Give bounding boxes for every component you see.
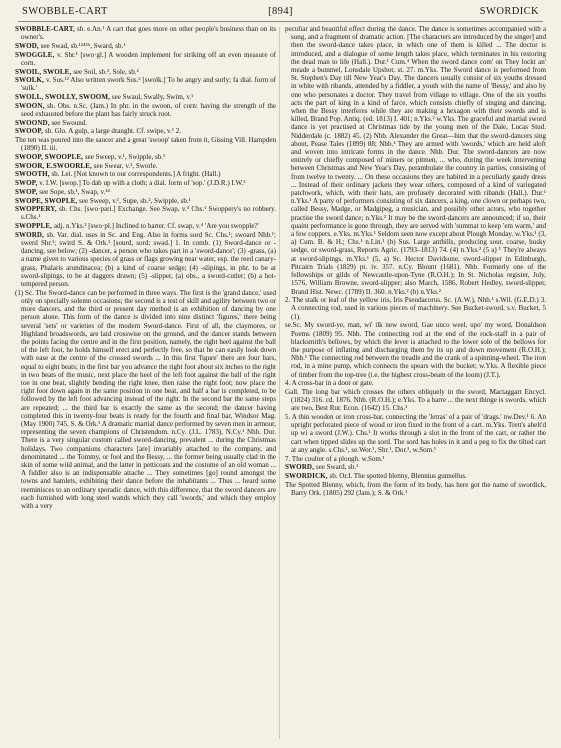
entry-definition: (1) Sc. The Sword-dance can be performed in three ways. The first is the 'grand dance,' used only on specially solemn occasions; the second is a test of skill and agility between two or more dancers, and the third or present day method is an exhibition of dancing by one person alone. This form of the dance is divided into nine distinct 'figures,' there being several 'sets' or varieties of the modern Sword-dance. First of all, the claymores, or Highland broadswords, are laid crosswise on the ground, and the dancer stands between the points facing the centre and in the first position, namely, the right heel against the ball of the left foot, he holds himself erect and perfectly free, so that he can easily look down with ease at the centre of the crossed swords ... In this first 'figure' there are four bars, equal to eight beats; in the first bar you advance the right foot about six inches to the right in two beats of the music, next place the heel of the left foot against the ball of the right toe in one beat, slightly bending the right knee, then raise the right foot; now place the right foot down again in the same position in one beat, and half a bar is completed, to be followed by the left foot advancing instead of the right. In the second bar the same steps are repeated; ... the third bar is exactly the same as the second; the dancer having completed this in twenty-four beats is ready for the fourth and final bar, Windsor Mag. (May 1900) 745. S. & Ork.¹ A dramatic martial dance performed by seven men in armour, representing the seven champions of Christendom. n.Cy. (J.L. 1783), N.Cy.¹ Nhb. Dur. There is a very singular custom called sword-dancing, prevalent ... during the Christmas holidays. Two companions characters [are] invariably attached to the company, and denominated ... the Tommy, or fool and the Bessy, ... the former being usually clad in the skin of some wild animal, and the latter in petticoats and the costume of an old woman ... A fiddler also is an indispensable attache ... They sometimes [go] round amongst the towns and hamlets, exhibiting their dance before the inhabitants ... Thus ... heard some reeminisces to an ordinary sporadic dance, with this difference, that the sword dancers are each furnished with long steel wands which they call 'swords,' and which they employ with a very xyxy=(15,288,276,511)
entry-definition: see Swound. xyxy=(51,118,88,127)
entry-definition: sb. Or.I. The spotted blenny, Blennius gunnellus. xyxy=(329,471,467,480)
dictionary-entry xyxy=(285,472,546,480)
dictionary-entry xyxy=(15,170,276,178)
entry-headword: SWOOP, xyxy=(15,127,45,136)
dictionary-entry xyxy=(285,463,546,471)
entry-definition: see Sope, sb.¹, Swap, v.¹⁴ xyxy=(39,187,110,196)
dictionary-entry xyxy=(15,153,276,161)
entry-headword: SWOOR, E.SWOORLE, xyxy=(15,161,94,170)
right-column xyxy=(285,25,546,743)
dictionary-entry xyxy=(15,231,276,288)
header-left-guideword: SWOBBLE-CART xyxy=(22,6,108,17)
entry-definition: see Soil, sb.², Sole, sb.² xyxy=(73,67,139,76)
column-gutter xyxy=(279,27,280,739)
entry-definition: see Sweep, v.¹, Supe, sb.², Swipple, sb.¹ xyxy=(79,196,191,205)
entry-headword: SWORDICK, xyxy=(285,471,330,480)
dictionary-entry xyxy=(15,102,276,118)
dictionary-entry xyxy=(285,388,546,413)
entry-headword: SWOD, xyxy=(15,41,41,50)
dictionary-entry xyxy=(15,42,276,50)
entry-definition: see Sweep, v.¹, Swipple, sb.¹ xyxy=(84,153,166,162)
entry-definition: sb. Glo. A gulp, a large draught. Cf. swipe, v.¹ 2. xyxy=(44,127,181,136)
dictionary-entry xyxy=(285,25,546,296)
dictionary-entry xyxy=(15,188,276,196)
entry-headword: SWOGGLE, xyxy=(15,50,58,59)
dictionary-entry xyxy=(15,68,276,76)
dictionary-entry xyxy=(15,205,276,221)
entry-definition: see Swear, v.², Sworle. xyxy=(93,161,158,170)
entry-definition: v. Shr.¹ [swo·gl.] A wooden implement for striking off an even measure of corn. xyxy=(21,50,276,67)
entry-headword: SWOOND, xyxy=(15,118,52,127)
dictionary-entry xyxy=(15,197,276,205)
entry-headword: SWORD, xyxy=(285,463,316,472)
dictionary-entry xyxy=(15,127,276,135)
entry-definition: sb. Var. dial. uses in Sc. and Eng. Also in forms sord Sc. Chs.¹; swoard Nhb.¹; swerd Shr.¹; swird S. & Ork.¹ [sourd, sord; swǝd.] 1. In comb. (1) Sword-dance or -dancing, see below; (2) -dancer, a person who takes part in a 'sword-dance'; (3) -grass, (a) a name given to various species of grass or flags growing near water, esp. the reed canary-grass, Phalaris arundinacea; (b) a kind of coarse sedge; (4) -slipings, in phr. to be at sword-slipings, to be at daggers drawn; (5) -slipper, (a) obs., a sword-cutler; (b) a hot-tempered person. xyxy=(21,230,276,289)
dictionary-entry xyxy=(15,76,276,92)
entry-definition: Gall. The long bar which crosses the others obliquely in the sword, Mactaggart Encycl. (1824) 316. cd. 1876. Nhb. (R.O.H.); e.Yks. To a barre ... the next thinge is swords, which are two, Best Rur. Econ. (1642) 15. Chs.¹ xyxy=(285,387,546,413)
dictionary-entry xyxy=(285,455,546,463)
entry-headword: SWORD, xyxy=(15,230,47,239)
dictionary-entry xyxy=(285,296,546,321)
entry-headword: SWOP, xyxy=(15,187,40,196)
header-rule xyxy=(18,21,543,22)
entry-definition: 7. The coulter of a plough. w.Som.¹ xyxy=(285,454,385,463)
entry-headword: SWOLK, xyxy=(15,76,46,85)
dictionary-entry xyxy=(15,25,276,41)
entry-headword: SWOBBLE-CART, xyxy=(15,25,78,33)
entry-headword: SWOLL, SWOLLY, SWOOM, xyxy=(15,93,112,102)
entry-definition: 5. A thin wooden or iron cross-bar, connecting the 'letras' of a pair of 'drags.' nw.Dev.¹ 6. An upright perforated piece of wood or iron fixed in the front of a cart. m.Yks. Trett's ahelt'd up wi a sword (J.W.). Chs.¹ It works through a slot in the front of the cart, or rather the cart when tipped slides up the sord. The sord has holes in it and a peg to fix the tilted cart at any angle. s.Chs.¹, se.Wor.¹, Shr.¹, Dor.¹, w.Som.¹ xyxy=(285,413,546,454)
entry-headword: SWOON, xyxy=(15,101,48,110)
left-column xyxy=(15,25,276,743)
entry-definition: The Spotted Blenny, which, from the form of its body, has here got the name of swordick, Barry Ork. (1805) 292 (Jam.); S. & Ork.¹ xyxy=(285,480,546,497)
dictionary-entry xyxy=(15,222,276,230)
dictionary-entry xyxy=(285,379,546,387)
entry-definition: v. I.W. [swop.] To dab up with a cloth; a dial. form of 'sop.' (J.D.R.) I.W.² xyxy=(39,179,246,188)
entry-definition: see Sward, sb.¹ xyxy=(315,463,359,472)
entry-definition: adj. n.Yks.² [swo·pl.] Inclined to barter. Cf. swap, v.⁴ 'Are you swopple?' xyxy=(53,222,259,231)
entry-headword: SWOPE, SWOPLE, xyxy=(15,196,80,205)
dictionary-entry xyxy=(15,51,276,67)
dictionary-entry xyxy=(15,93,276,101)
entry-definition: see Swaul, Swally, Swim, v.¹ xyxy=(111,93,194,102)
entry-definition: see Swad, sb.¹²⁴⁵⁶, Sward, sb.¹ xyxy=(40,41,126,50)
entry-headword: SWOP, xyxy=(15,179,40,188)
dictionary-entry xyxy=(15,162,276,170)
entry-definition: sb. Obs. n.Sc. (Jam.) In phr. in the swoon, of corn: having the strength of the seed exhausted before the plant has fairly struck root. xyxy=(21,101,276,119)
entry-headword: SWOOP, SWOOPLE, xyxy=(15,153,85,162)
entry-definition: se.Sc. My sword-ye, man, wi' ilk new sword, Gae unco weel, upo' my word, Donaldson Poems (1809) 95. Nhb. The connecting rod at the end of the rock-staff in a pair of blacksmith's bellows, by which the lever is attached to the lower sole of the bellows for the purpose of inflating and discharging them by its up and down movement (R.O.H.); Nhb.¹ The connecting rod between the treadle and the crank of a spinning-wheel. The iron rod, in a mine pump, which connects the spears with the bucket; w.Yks. A flexible piece of timber from the top-tree (i.e. the highest cross-beam of the loom) (J.T.). xyxy=(285,321,546,379)
entry-definition: 4. A cross-bar in a door or gate. xyxy=(285,379,374,388)
dictionary-entry xyxy=(285,413,546,454)
entry-headword: SWOPPERY, xyxy=(15,205,60,214)
entry-definition: The ten was poured into the saucer and a great 'swoop' taken from it, Gissing Vill. Hampden (1890) II. iii. xyxy=(15,136,276,153)
running-header xyxy=(22,6,539,22)
dictionary-entry xyxy=(285,321,546,378)
entry-definition: v. Sus.¹² Also written swork Sus.² [swolk.] To be angry and surly; fa dial. form of 'sulk.' xyxy=(21,76,276,93)
entry-definition: peculiar and beautiful effect during the dance. The dance is sometimes accompanied with a song, and a fragment of dramatic action. [The characters are introduced by the singer] and then the sword-dance takes place, in which one of them is killed ... The doctor is introduced, and a dialogue of some length takes place, which terminates in his restoring the dead man to life (Hall.). Dur.¹ Cum.⁴ When the sword dance com' on They lockt an' meade a bummel, Lonsdale Upshot, st. 27. m.Yks. The Sword dance is performed from St. Stephen's Day till New Year's Day. The dancers usually consist of six youths dressed in white with ribands, attended by a fiddler, a youth with the name of 'Bessy,' and also by one who personates a doctor. They travel from village to village. One of the six youths acts the part of king in a kind of farce, which consists chiefly of singing and dancing, when the Bessy interferes while they are making a hexagon with their swords and is killed, Brand Pop. Antiq. (ed. 1813) I. 401; n.Yks.² w.Yks. The graceful and martial sword dance is yet practised at Christmas tide by the young men of the Dale, Lucas Stud. Nidderdale (c. 1882) 45. (2) Nhb. Alexander the Great—him that the sword-dancers sing about, Pease Tales (1899) 88; Nhb.¹ They are armed with 'swords,' which are held aloft and woven into intricate forms in the dance. Nhb. Dur. The sword-dancers are now entirely or chiefly composed of miners or pitmen, ... who, during the week intervening between Christmas and New Year's Day, perambulate the country in parties, consisting of from twelve to twenty. ... On these occasions they are habited in a peculiarly gaudy dress ... Instead of their ordinary jackets they wear others, composed of a kind of variegated patchwork, which, with their hats, are profusely decorated with ribands (Hall.). Dur.¹ n.Yks.¹ A party of performers consisting of six dancers, a king, one clown or perhaps two, called Bessy, Madge, or Madgipeg, a musician, and possibly other actors, who together practise the sword dance; n.Yks.² It may be the sword-dancers are announced; if so, their quaint performance is gone through, they are served with 'summat to keep 'em warm,' and a few coppers. e.Yks. m.Yks.¹ Seldom seen now except about Plough Monday. w.Yks.¹ (3, a) Cum. B. & H.; Chs.¹ n.Lin.¹ (b) Sus. Large anthills, producing sour, coarse, husky sedge, or sword-grass, Reports Agric. (1793–1813) 74. (4) n.Yks.² (5 a) ¹ They're always at sword-slipings. m.Yks.¹ (5, a) Sc. Hector Davidsone, sword-slipper in Edinburgh, Pitcairn Trials (1829) pt. iv. 357. n.Cy. Blount (1681). Nhb. Formerly one of the fellowships or gilds of Newcastle-upon-Tyne (R.O.H.); In St. Nicholas register, July, 1576, William Browne, sword-slipper; also March, 1586, Robert Hedley, sword-slipper, Brand Hist. Newc. (1789) II. 360. n.Yks.² (b) n.Yks.² xyxy=(285,25,546,296)
entry-definition: sb. Lei. [Not known to our correspondents.] A fright. (Hall.) xyxy=(51,170,221,179)
dictionary-entry xyxy=(15,119,276,127)
dictionary-entry xyxy=(15,136,276,152)
entry-headword: SWOPPLE, xyxy=(15,222,54,231)
page-number: [894] xyxy=(268,6,293,17)
header-right-guideword: SWORDICK xyxy=(479,6,539,17)
entry-headword: SWOOTH, xyxy=(15,170,52,179)
dictionary-entry xyxy=(285,481,546,497)
entry-definition: sb. Chs. [swo·pəri.] Exchange. See Swap, v.⁴ Chs.¹ Swoppery's no robbery. s.Chs.¹ xyxy=(21,205,276,222)
dictionary-entry xyxy=(15,179,276,187)
entry-definition: sb. e.An.¹ A cart that goes more on other people's business than on its owner's. xyxy=(21,25,276,42)
entry-definition: 2. The stalk or leaf of the yellow iris, Iris Pseudacorus. Sc. (A.W.), Nhb.¹ s.Wil. (G.E.D.) 3. A connecting rod, used in various pieces of machinery. See Bucket-sword, s.v. Bucket, 5 (1). xyxy=(285,296,546,321)
entry-headword: SWOIL, SWOLE, xyxy=(15,67,74,76)
dictionary-entry xyxy=(15,289,276,510)
